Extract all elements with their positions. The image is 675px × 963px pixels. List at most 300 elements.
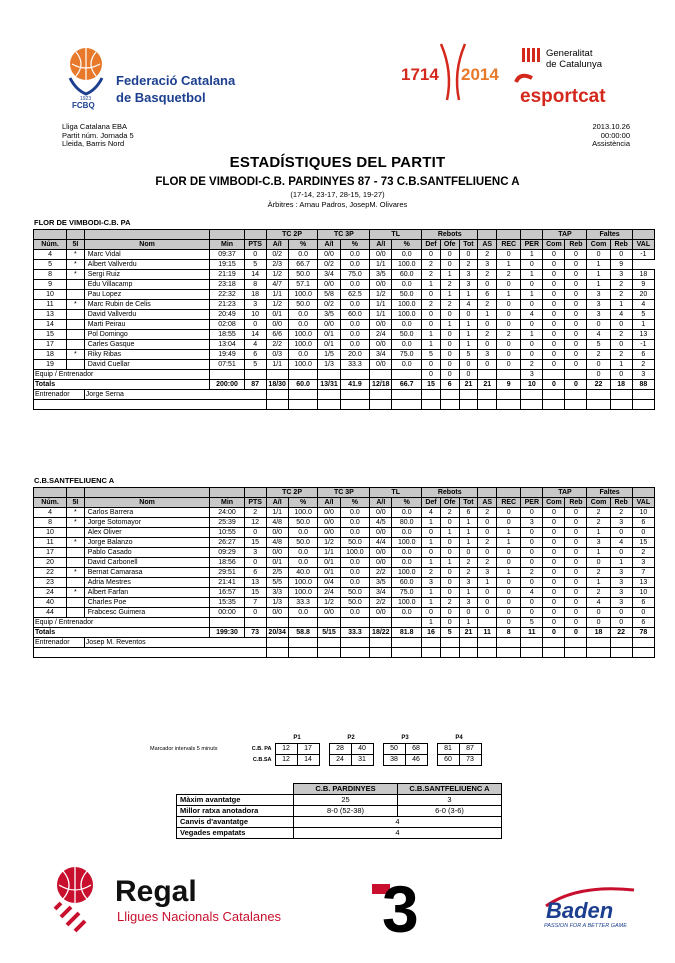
stat-cell: 0 — [478, 548, 497, 558]
player-name: Albert Vallverdu — [84, 260, 210, 270]
stat-cell: 0 — [565, 538, 587, 548]
stat-cell: 0 — [565, 260, 587, 270]
header-blank — [67, 488, 85, 498]
stat-cell: 3 — [632, 370, 654, 380]
stat-cell: 0/2 — [318, 260, 340, 270]
stat-cell: 50.0 — [392, 290, 422, 300]
stat-cell: 1/1 — [318, 548, 340, 558]
header-tc2p: TC 2P — [266, 488, 318, 498]
stat-cell — [370, 618, 392, 628]
stat-cell: 1 — [521, 270, 543, 280]
stat-cell: 3/4 — [318, 270, 340, 280]
stat-cell: 62.5 — [340, 290, 370, 300]
stat-cell: 0 — [543, 260, 565, 270]
stat-cell: 8 — [34, 270, 67, 280]
stat-cell: 6 — [632, 350, 654, 360]
stat-cell: 1 — [422, 280, 441, 290]
score-value: 46 — [405, 755, 427, 766]
stat-cell: 50.0 — [288, 270, 318, 280]
stat-cell — [67, 558, 85, 568]
column-header: PTS — [244, 498, 266, 508]
staff-row — [34, 618, 655, 628]
stat-cell: 0/0 — [318, 320, 340, 330]
stat-cell: 4 — [34, 508, 67, 518]
stat-cell: 0/0 — [370, 250, 392, 260]
stat-cell: 0/0 — [370, 548, 392, 558]
stat-cell: 3 — [459, 280, 478, 290]
column-header: A/I — [370, 498, 392, 508]
stat-cell: 1 — [422, 558, 441, 568]
player-name: Frabcesc Guimera — [84, 608, 210, 618]
stat-cell: 1/3 — [266, 598, 288, 608]
stat-cell: 100.0 — [288, 578, 318, 588]
stat-cell: 1 — [422, 518, 441, 528]
stat-cell: 18 — [34, 350, 67, 360]
stat-cell: 100.0 — [392, 260, 422, 270]
stat-cell: 0 — [440, 568, 459, 578]
empty-cell — [318, 638, 340, 648]
regal-subtext: Lligues Nacionals Catalanes — [117, 909, 282, 924]
stat-cell: 1/5 — [318, 350, 340, 360]
stat-cell: 0 — [440, 330, 459, 340]
totals-cell: 18/30 — [266, 380, 288, 390]
stat-cell: 6 — [459, 508, 478, 518]
stat-cell: 2 — [459, 260, 478, 270]
stat-cell: 5 — [244, 360, 266, 370]
stat-cell — [67, 598, 85, 608]
empty-cell — [288, 638, 318, 648]
stat-cell: 0 — [565, 508, 587, 518]
stat-cell: 0 — [565, 350, 587, 360]
player-row — [34, 260, 655, 270]
stat-cell: 6 — [632, 598, 654, 608]
stat-cell: 0.0 — [288, 310, 318, 320]
stat-cell: 29:51 — [210, 568, 244, 578]
stat-cell: 0/0 — [266, 548, 288, 558]
empty-cell — [288, 390, 318, 400]
stat-cell: 23:18 — [210, 280, 244, 290]
stat-cell — [478, 370, 497, 380]
stat-cell: 0 — [565, 568, 587, 578]
totals-label: Totals — [34, 380, 210, 390]
stat-cell: 0 — [543, 578, 565, 588]
column-header: REC — [497, 240, 521, 250]
stat-cell: 2 — [478, 538, 497, 548]
team2-stats-table — [33, 487, 655, 658]
empty-cell — [565, 638, 587, 648]
stat-cell: 5 — [632, 310, 654, 320]
stat-cell: 2 — [497, 330, 521, 340]
header-tap: TAP — [543, 488, 587, 498]
stat-cell — [392, 618, 422, 628]
stat-cell: 0 — [422, 528, 441, 538]
stat-cell: 0 — [422, 360, 441, 370]
stat-cell: 0 — [543, 508, 565, 518]
stat-cell: 1/1 — [266, 508, 288, 518]
stat-cell: 3 — [459, 578, 478, 588]
stat-cell: 3 — [610, 518, 632, 528]
stat-cell: * — [67, 588, 85, 598]
stat-cell: 1 — [422, 588, 441, 598]
competition-name: Lliga Catalana EBA — [62, 122, 128, 131]
player-row — [34, 508, 655, 518]
coach-label: Entrenador — [34, 390, 85, 400]
stat-cell: 0/0 — [370, 280, 392, 290]
empty-cell — [497, 648, 521, 658]
stat-cell: 0 — [422, 250, 441, 260]
baden-text: Baden — [546, 898, 614, 923]
stat-cell: 10 — [632, 588, 654, 598]
stat-cell: 1 — [632, 320, 654, 330]
stat-cell: 15 — [34, 330, 67, 340]
player-name: Albert Farfan — [84, 588, 210, 598]
stat-cell: 2/2 — [266, 340, 288, 350]
column-header: PER — [521, 240, 543, 250]
totals-cell: 10 — [521, 380, 543, 390]
empty-cell — [521, 638, 543, 648]
stat-cell: 0/0 — [266, 608, 288, 618]
totals-cell: 66.7 — [392, 380, 422, 390]
stat-cell: 0/1 — [318, 340, 340, 350]
header-rebots: Rebots — [422, 230, 478, 240]
player-name: Carles Gasque — [84, 340, 210, 350]
player-row — [34, 340, 655, 350]
empty-cell — [632, 400, 654, 410]
summary-row — [177, 806, 502, 817]
summary-label: Millor ratxa anotadora — [177, 806, 294, 817]
stat-cell: 0 — [521, 508, 543, 518]
regal-text: Regal — [115, 875, 197, 908]
totals-cell: 73 — [244, 628, 266, 638]
stat-cell — [340, 370, 370, 380]
stat-cell: 0 — [478, 528, 497, 538]
stat-cell — [318, 618, 340, 628]
stat-cell: 1 — [459, 290, 478, 300]
stat-cell: 0 — [497, 508, 521, 518]
stat-cell: 3 — [587, 538, 610, 548]
year-1714: 1714 — [401, 65, 439, 84]
column-header: % — [392, 498, 422, 508]
score-value: 12 — [275, 755, 297, 766]
stat-cell: 1 — [497, 290, 521, 300]
stat-cell: 21:19 — [210, 270, 244, 280]
totals-cell: 200:00 — [210, 380, 244, 390]
stat-cell: 0/0 — [318, 518, 340, 528]
stat-cell: 3/5 — [370, 270, 392, 280]
stat-cell: 0.0 — [340, 528, 370, 538]
stat-cell: 12 — [244, 518, 266, 528]
stat-cell: 0 — [478, 320, 497, 330]
totals-cell: 21 — [459, 380, 478, 390]
stat-cell: 2/5 — [266, 568, 288, 578]
stat-cell: 0.0 — [340, 260, 370, 270]
coach-label: Entrenador — [34, 638, 85, 648]
generalitat-esportcat-logo — [510, 42, 650, 112]
stat-cell: 0 — [440, 370, 459, 380]
stat-cell: 0.0 — [340, 300, 370, 310]
stat-cell: 21:41 — [210, 578, 244, 588]
stat-cell: 33.3 — [288, 598, 318, 608]
stat-cell — [266, 618, 288, 628]
empty-cell — [565, 390, 587, 400]
header-blank — [244, 230, 266, 240]
stat-cell: 0 — [478, 588, 497, 598]
stat-cell: 2 — [587, 508, 610, 518]
stat-cell: 0 — [459, 250, 478, 260]
header-blank — [497, 230, 521, 240]
stat-cell: 0/1 — [266, 558, 288, 568]
score-value: 14 — [297, 755, 319, 766]
stat-cell: 0/0 — [318, 280, 340, 290]
stat-cell: 9 — [34, 280, 67, 290]
empty-cell — [422, 648, 441, 658]
stat-cell: 0 — [497, 250, 521, 260]
stat-cell: 0/0 — [318, 250, 340, 260]
player-row — [34, 270, 655, 280]
stat-cell: 0.0 — [288, 548, 318, 558]
attendance-label: Assistència — [592, 139, 630, 148]
score-value: 60 — [437, 755, 459, 766]
empty-cell — [318, 400, 340, 410]
stat-cell: 0 — [565, 300, 587, 310]
stat-cell: * — [67, 538, 85, 548]
stat-cell: 4 — [521, 588, 543, 598]
stat-cell: 0/3 — [266, 350, 288, 360]
stat-cell: 0 — [610, 608, 632, 618]
stat-cell: 0 — [543, 608, 565, 618]
score-team-label: C.B. PA — [251, 746, 272, 752]
column-header: A/I — [370, 240, 392, 250]
totals-cell: 20/34 — [266, 628, 288, 638]
stat-cell: 3/4 — [370, 588, 392, 598]
stat-cell: 3 — [244, 300, 266, 310]
stat-cell: 2/2 — [370, 568, 392, 578]
regal-logo — [45, 863, 295, 933]
empty-cell — [543, 638, 565, 648]
stat-cell: 1 — [422, 538, 441, 548]
stat-cell: 0 — [521, 558, 543, 568]
stat-cell: 0 — [543, 538, 565, 548]
totals-label: Totals — [34, 628, 210, 638]
stat-cell: 0 — [497, 280, 521, 290]
fcbq-year: 1923 — [80, 96, 92, 102]
column-header: AS — [478, 240, 497, 250]
stat-cell: 2 — [478, 508, 497, 518]
stat-cell: 5/8 — [318, 290, 340, 300]
stat-cell — [67, 608, 85, 618]
stat-cell: 1 — [521, 290, 543, 300]
player-name: Jorge Sotomayor — [84, 518, 210, 528]
stat-cell: 0 — [521, 320, 543, 330]
stat-cell: 0 — [478, 340, 497, 350]
score-row — [245, 755, 481, 766]
stat-cell: 0 — [440, 538, 459, 548]
stat-cell: 0 — [610, 618, 632, 628]
stat-cell: 100.0 — [288, 360, 318, 370]
stat-cell: 50.0 — [340, 588, 370, 598]
totals-cell: 18/22 — [370, 628, 392, 638]
empty-cell — [610, 390, 632, 400]
summary-label: Màxim avantatge — [177, 795, 294, 806]
stat-cell: 0/1 — [318, 568, 340, 578]
stat-cell: 1 — [610, 360, 632, 370]
stat-cell: 0/1 — [318, 558, 340, 568]
stat-cell: 0 — [521, 280, 543, 290]
header-blank — [497, 488, 521, 498]
score-value: 81 — [437, 744, 459, 755]
empty-cell — [478, 390, 497, 400]
stat-cell: 2 — [459, 558, 478, 568]
empty-cell — [440, 390, 459, 400]
stat-cell: 0 — [587, 608, 610, 618]
stat-cell: 0 — [478, 280, 497, 290]
stat-cell: 0/1 — [266, 310, 288, 320]
fcbq-badge: FCBQ — [72, 101, 95, 110]
team1-stats-table — [33, 229, 655, 410]
stat-cell: 15:35 — [210, 598, 244, 608]
stat-cell: 1 — [440, 270, 459, 280]
coach-name: Josep M. Reventos — [84, 638, 266, 648]
period-header-row — [245, 733, 481, 744]
stat-cell: 0 — [244, 528, 266, 538]
stat-cell: 1 — [497, 538, 521, 548]
header-tc3p: TC 3P — [318, 488, 370, 498]
stat-cell — [244, 618, 266, 628]
stat-cell: 19:15 — [210, 260, 244, 270]
quarter-partials: (17-14, 23-17, 28-15, 19-27) — [290, 190, 385, 199]
summary-label: Canvis d'avantatge — [177, 817, 294, 828]
header-blank — [632, 230, 654, 240]
stat-cell: 3 — [459, 598, 478, 608]
totals-cell: 81.8 — [392, 628, 422, 638]
stat-cell: 13 — [632, 578, 654, 588]
empty-cell — [440, 638, 459, 648]
stat-cell: 0 — [543, 290, 565, 300]
empty-cell — [543, 390, 565, 400]
player-name: Pablo Casado — [84, 548, 210, 558]
stat-cell: 1/2 — [266, 300, 288, 310]
stat-cell: 2 — [610, 280, 632, 290]
stat-cell: 0 — [478, 608, 497, 618]
stat-cell: * — [67, 250, 85, 260]
stat-cell — [67, 548, 85, 558]
player-name: Bernat Camarasa — [84, 568, 210, 578]
stat-cell: 0 — [440, 250, 459, 260]
column-header: Com — [587, 498, 610, 508]
stat-cell: 0 — [565, 290, 587, 300]
stat-cell: 0 — [610, 340, 632, 350]
stat-cell: 0 — [587, 370, 610, 380]
venue-label: Lleida, Barris Nord — [62, 139, 125, 148]
page-title: ESTADÍSTIQUES DEL PARTIT — [229, 154, 446, 171]
stat-cell: 100.0 — [392, 310, 422, 320]
stat-cell: 1 — [478, 578, 497, 588]
stat-cell: 14 — [34, 320, 67, 330]
header-tl: TL — [370, 230, 422, 240]
column-header: REC — [497, 498, 521, 508]
player-name: Pau Lopez — [84, 290, 210, 300]
stat-cell: 8 — [244, 280, 266, 290]
stat-cell: 0 — [478, 360, 497, 370]
stat-cell: 0 — [543, 300, 565, 310]
empty-cell — [478, 648, 497, 658]
empty-cell — [318, 390, 340, 400]
stat-cell — [67, 290, 85, 300]
column-header: Ofe — [440, 240, 459, 250]
score-value: 40 — [351, 744, 373, 755]
stat-cell: 1 — [610, 558, 632, 568]
score-intervals-label: Marcador intervals 5 minuts — [150, 746, 218, 752]
stat-cell: 4 — [521, 310, 543, 320]
stat-cell: 16:57 — [210, 588, 244, 598]
stat-cell: 0/1 — [318, 330, 340, 340]
header-blank — [84, 230, 210, 240]
coach-row — [34, 638, 655, 648]
stat-cell: 0 — [440, 360, 459, 370]
stat-cell: 2 — [440, 508, 459, 518]
stat-cell: 2 — [244, 508, 266, 518]
score-value: 28 — [329, 744, 351, 755]
stat-cell: 10 — [244, 310, 266, 320]
stat-cell: 0 — [565, 608, 587, 618]
stat-cell: 0 — [422, 290, 441, 300]
stat-cell: 2/2 — [370, 598, 392, 608]
stat-cell: 15 — [244, 538, 266, 548]
stat-cell: 0 — [587, 250, 610, 260]
stat-cell: 4/7 — [266, 280, 288, 290]
player-row — [34, 360, 655, 370]
stat-cell: 0.0 — [340, 518, 370, 528]
stat-cell: 0/4 — [318, 578, 340, 588]
stat-cell: 2 — [521, 360, 543, 370]
column-header: Min — [210, 240, 244, 250]
player-row — [34, 558, 655, 568]
stat-cell — [392, 370, 422, 380]
stat-cell: 50.0 — [340, 598, 370, 608]
column-header: Reb — [565, 240, 587, 250]
stat-cell: 0/0 — [370, 360, 392, 370]
stat-cell: 50.0 — [288, 538, 318, 548]
empty-cell — [422, 400, 441, 410]
stat-cell: * — [67, 518, 85, 528]
stat-cell: 11 — [34, 538, 67, 548]
player-name: Marti Peirau — [84, 320, 210, 330]
stat-cell: 13 — [244, 578, 266, 588]
summary-header — [177, 784, 502, 795]
stat-cell: 1 — [459, 340, 478, 350]
stat-cell: 0 — [422, 608, 441, 618]
stat-cell: 1 — [459, 588, 478, 598]
generalitat-line2: de Catalunya — [546, 59, 602, 70]
match-date: 2013.10.26 — [592, 122, 630, 131]
stat-cell: 09:37 — [210, 250, 244, 260]
stat-cell: 13:04 — [210, 340, 244, 350]
stat-cell: 100.0 — [392, 568, 422, 578]
stat-cell: 3/5 — [370, 578, 392, 588]
empty-cell — [370, 638, 392, 648]
stat-cell: 0.0 — [340, 250, 370, 260]
stat-cell: 4 — [587, 598, 610, 608]
empty-cell — [632, 648, 654, 658]
stat-cell: 0.0 — [340, 568, 370, 578]
totals-cell: 21 — [478, 380, 497, 390]
gap — [373, 744, 383, 755]
stat-cell: 6/6 — [266, 330, 288, 340]
stat-cell: 2 — [610, 290, 632, 300]
column-header: A/I — [318, 498, 340, 508]
stat-cell: 0 — [565, 558, 587, 568]
totals-cell: 88 — [632, 380, 654, 390]
